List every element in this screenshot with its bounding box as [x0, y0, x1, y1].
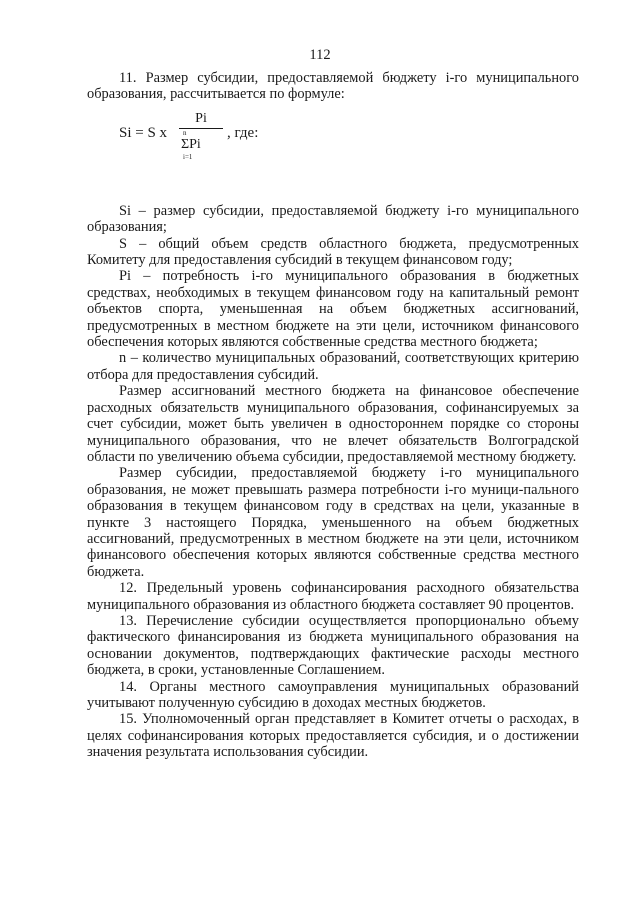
subsidy-formula: [87, 111, 579, 183]
paragraph-15: 15. Уполномоченный орган представляет в Комитет отчеты о расходах, в целях софинансирования которых предоставляется субсидия, и о достижении значения результата использования субсидии.: [87, 711, 579, 761]
paragraph-limit: Размер субсидии, предоставляемой бюджету i-го муниципального образования, не может превышать размера потребности i-го муници-пального образования в текущем финансовом году в средствах на цели, указанные в пункте 3 настоящего Порядка, уменьшенного на объем бюджетных ассигнований, предусмотренных в местном бюджете на эти цели, источником финансового обеспечения которых являются собственные средства местного бюджета.: [87, 465, 579, 580]
formula-sum-lower: i=1: [183, 152, 193, 161]
document-body: [87, 70, 579, 761]
page-number: 112: [309, 47, 331, 63]
definition-n: n – количество муниципальных образований, соответствующих критерию отбора для предоставления субсидий.: [87, 350, 579, 383]
formula-suffix: , где:: [227, 124, 259, 141]
formula-fraction: [179, 111, 223, 162]
formula-sum-upper: n: [183, 128, 187, 137]
paragraph-14: 14. Органы местного самоуправления муниципальных образований учитывают полученную субсидию в доходах местных бюджетов.: [87, 678, 579, 711]
formula-lhs: Si = S x: [119, 124, 168, 141]
formula-denominator: ΣPi: [181, 136, 201, 152]
paragraph-increase: Размер ассигнований местного бюджета на финансовое обеспечение расходных обязательств муниципального образования, софинансируемых за счет субсидии, может быть увеличен в одностороннем порядке со стороны муниципального образования, что не влечет обязательств Волгоградской области по увеличению объема субсидии, предоставляемой местному бюджету.: [87, 383, 579, 465]
paragraph-11: 11. Размер субсидии, предоставляемой бюджету i-го муниципального образования, рассчитывается по формуле:: [87, 70, 579, 103]
definition-s: S – общий объем средств областного бюджета, предусмотренных Комитету для предоставления субсидий в текущем финансовом году;: [87, 235, 579, 269]
paragraph-12: 12. Предельный уровень софинансирования расходного обязательства муниципального образования из областного бюджета составляет 90 процентов.: [87, 580, 579, 613]
definition-pi: Pi – потребность i-го муниципального образования в бюджетных средствах, необходимых в текущем финансовом году на капитальный ремонт объектов спорта, уменьшенная на объем бюджетных ассигнований, предусмотренных в местном бюджете на эти цели, источником финансового обеспечения которых являются собственные средства местного бюджета;: [87, 268, 579, 351]
definition-si: Si – размер субсидии, предоставляемой бюджету i-го муниципального образования;: [87, 202, 579, 236]
formula-numerator: Pi: [195, 110, 207, 126]
paragraph-13: 13. Перечисление субсидии осуществляется пропорционально объему фактического финансирования из бюджета муниципального образования на основании документов, подтверждающих фактические расходы местного бюджета, в сроки, установленные Соглашением.: [87, 612, 579, 679]
